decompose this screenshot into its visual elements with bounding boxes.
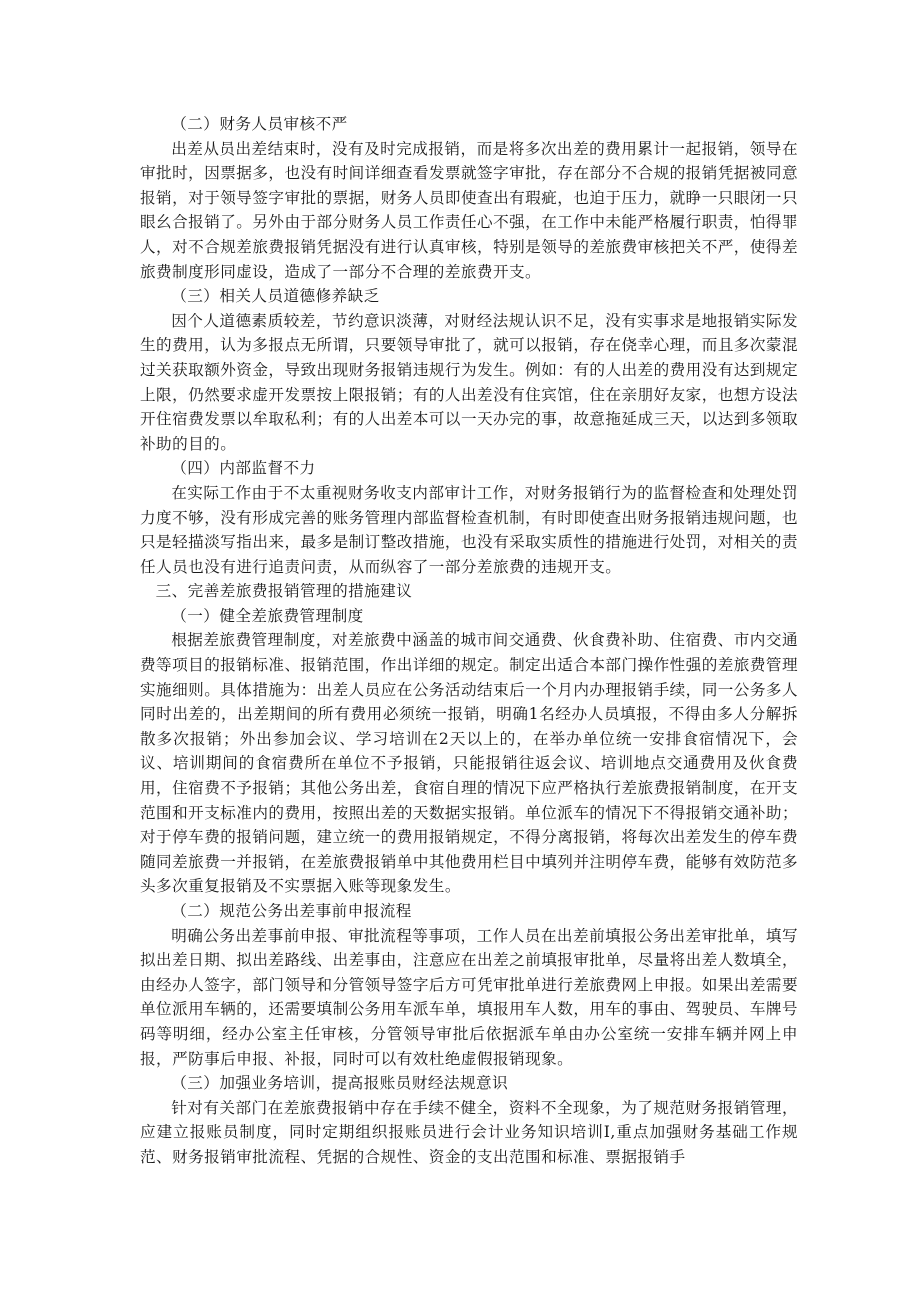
- paragraph-ethics: 因个人道德素质较差，节约意识淡薄，对财经法规认识不足，没有实事求是地报销实际发生的费用，认为多报点无所谓，只要领导审批了，就可以报销，存在侥幸心理，而且多次蒙混过关获取额外资金，导致出现财务报销违规行为发生。例如：有的人出差的费用没有达到规定上限，仍然要求虚开发票按上限报销；有的人出差没有住宾馆，住在亲朋好友家，也想方设法开住宿费发票以牟取私利；有的人出差本可以一天办完的事，故意拖延成三天，以达到多领取补助的目的。: [140, 311, 798, 453]
- subsection-heading-3-1: （一）健全差旅费管理制度: [171, 606, 364, 625]
- subsection-heading-2-3: （三）相关人员道德修养缺乏: [171, 287, 380, 306]
- paragraph-training: 针对有关部门在差旅费报销中存在手续不健全，资料不全现象，为了规范财务报销管理，应建立报账员制度，同时定期组织报账员进行会计业务知识培训I,重点加强财务基础工作规范、财务报销审批流程、凭据的合规性、资金的支出范围和标准、票据报销手: [140, 1098, 798, 1166]
- paragraph-audit-laxity: 出差从员出差结束时，没有及时完成报销，而是将多次出差的费用累计一起报销，领导在审批时，因票据多，也没有时间详细查看发票就签字审批，存在部分不合规的报销凭据被同意报销，对于领导签字审批的票据，财务人员即使查出有瑕疵，也迫于压力，就睁一只眼闭一只眼幺合报销了。另外由于部分财务人员工作责任心不强，在工作中未能严格履行职责，怕得罪人，对不合规差旅费报销凭据没有进行认真审核，特别是领导的差旅费审核把关不严，使得差旅费制度形同虚设，造成了一部分不合理的差旅费开支。: [140, 139, 798, 281]
- document-page: [140, 112, 798, 1170]
- subsection-heading-2-2: （二）财务人员审核不严: [171, 115, 348, 133]
- paragraph-internal-supervision: 在实际工作由于不太重视财务收支内部审计工作，对财务报销行为的监督检查和处理处罚力度不够，没有形成完善的账务管理内部监督检查机制，有时即使查出财务报销违规问题，也只是轻描淡写指出来，最多是制订整改措施，也没有采取实质性的措施进行处罚，对相关的责任人员也没有进行追责问责，从而纵容了一部分差旅费的违规开支。: [140, 483, 798, 576]
- subsection-heading-2-4: （四）内部监督不力: [171, 459, 316, 478]
- subsection-heading-3-2: （二）规范公务出差事前申报流程: [171, 902, 412, 920]
- subsection-heading-3-3: （三）加强业务培训，提高报账员财经法规意识: [171, 1074, 509, 1093]
- paragraph-management-system: 根据差旅费管理制度，对差旅费中涵盖的城市间交通费、伙食费补助、住宿费、市内交通费等项目的报销标准、报销范围，作出详细的规定。制定出适合本部门操作性强的差旅费管理实施细则。具体措施为：出差人员应在公务活动结束后一个月内办理报销手续，同一公务多人同时出差的，出差期间的所有费用必须统一报销，明确1名经办人员填报，不得由多人分解拆散多次报销；外出参加会议、学习培训在2天以上的，在举办单位统一安排食宿情况下，会议、培训期间的食宿费所在单位不予报销，只能报销往返会议、培训地点交通费用及伙食费用，住宿费不予报销；其他公务出差，食宿自理的情况下应严格执行差旅费报销制度，在开支范围和开支标准内的费用，按照出差的天数据实报销。单位派车的情况下不得报销交通补助；对于停车费的报销问题，建立统一的费用报销规定，不得分离报销，将每次出差发生的停车费随同差旅费一并报销，在差旅费报销单中其他费用栏目中填列并注明停车费，能够有效防范多头多次重复报销及不实票据入账等现象发生。: [140, 631, 798, 896]
- paragraph-pre-approval: 明确公务出差事前申报、审批流程等事项，工作人员在出差前填报公务出差审批单，填写拟出差日期、拟出差路线、出差事由，注意应在出差之前填报审批单，尽量将出差人数填全，由经办人签字，部门领导和分管领导签字后方可凭审批单进行差旅费网上申报。如果出差需要单位派用车辆的，还需要填制公务用车派车单，填报用车人数，用车的事由、驾驶员、车牌号码等明细，经办公室主任审核，分管领导审批后依据派车单由办公室统一安排车辆并网上申报，严防事后申报、补报，同时可以有效杜绝虚假报销现象。: [140, 926, 798, 1068]
- section-heading-3: 三、完善差旅费报销管理的措施建议: [155, 582, 413, 601]
